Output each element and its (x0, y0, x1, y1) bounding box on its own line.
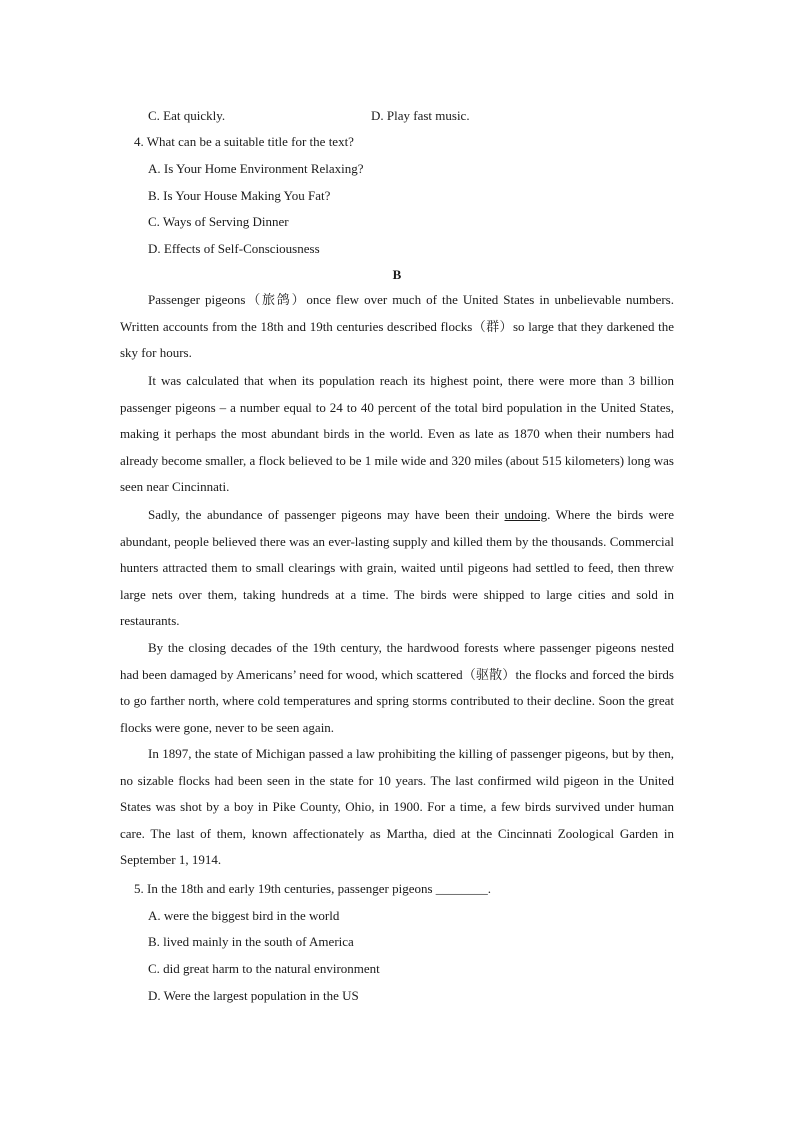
q5-option-b: B. lived mainly in the south of America (148, 934, 354, 949)
section-heading: B (392, 267, 402, 282)
paragraph-3-before: Sadly, the abundance of passenger pigeons may have been their (148, 507, 505, 522)
q4-option-a: A. Is Your Home Environment Relaxing? (148, 161, 364, 176)
q4-option-d: D. Effects of Self-Consciousness (148, 241, 320, 256)
q3-option-d: D. Play fast music. (371, 108, 470, 123)
q5-option-c: C. did great harm to the natural environment (148, 961, 380, 976)
passage-paragraph-4: By the closing decades of the 19th century, the hardwood forests where passenger pigeons nested had been damaged by Americans’ need for wood, which scattered（驱散）the flocks and forced the birds to go farther north, where cold temperatures and spring storms contributed to their decline. Soon the great flocks were gone, never to be seen again. (120, 640, 674, 735)
passage-paragraph-3 (120, 502, 674, 635)
q4-option-c: C. Ways of Serving Dinner (148, 214, 289, 229)
underlined-word: undoing (504, 507, 548, 522)
q5-option-a: A. were the biggest bird in the world (148, 908, 340, 923)
q4-option-b: B. Is Your House Making You Fat? (148, 188, 331, 203)
passage-paragraph-1: Passenger pigeons（旅鸽）once flew over much of the United States in unbelievable numbers. Written accounts from the 18th and 19th centuries described flocks（群）so large that they darkened the sky for hours. (120, 292, 674, 361)
q5-option-d: D. Were the largest population in the US (148, 988, 359, 1003)
q3-option-c: C. Eat quickly. (148, 108, 226, 123)
q5-stem: 5. In the 18th and early 19th centuries, passenger pigeons ________. (134, 881, 492, 896)
paragraph-3-after: . Where the birds were abundant, people believed there was an ever-lasting supply and killed them by the thousands. Commercial hunters attracted them to small clearings with grain, waited until pigeons had settled to feed, then threw large nets over them, taking hundreds at a time. The birds were shipped to large cities and sold in restaurants. (120, 507, 674, 629)
q4-stem: 4. What can be a suitable title for the text? (134, 134, 354, 149)
passage-paragraph-5: In 1897, the state of Michigan passed a law prohibiting the killing of passenger pigeons, but by then, no sizable flocks had been seen in the state for 10 years. The last confirmed wild pigeon in the United States was shot by a boy in Pike County, Ohio, in 1900. For a time, a few birds survived under human care. The last of them, known affectionately as Martha, died at the Cincinnati Zoological Garden in September 1, 1914. (120, 746, 674, 868)
passage-paragraph-2: It was calculated that when its population reach its highest point, there were more than 3 billion passenger pigeons – a number equal to 24 to 40 percent of the total bird population in the United States, making it perhaps the most abundant birds in the world. Even as late as 1870 when their numbers had already become smaller, a flock believed to be 1 mile wide and 320 miles (about 515 kilometers) long was seen near Cincinnati. (120, 373, 674, 495)
